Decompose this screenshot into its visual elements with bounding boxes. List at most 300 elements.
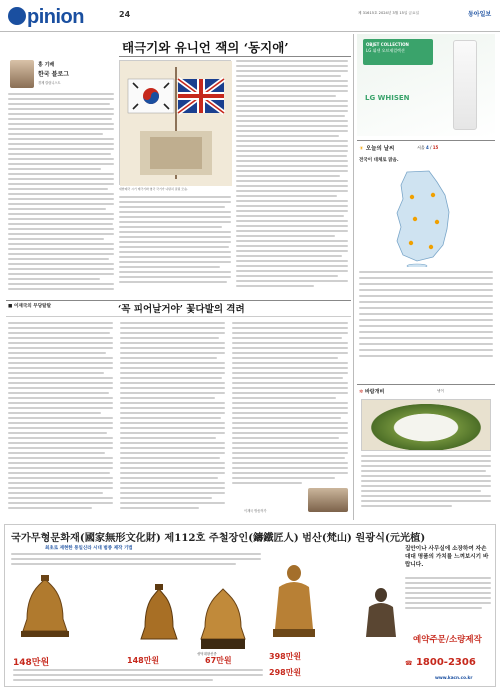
text-line: [405, 577, 491, 579]
text-line: [120, 427, 225, 429]
text-line: [236, 270, 348, 272]
text-line: [8, 422, 113, 424]
price-2: 148만원: [127, 656, 160, 665]
price-5: 298만원: [269, 668, 302, 677]
text-line: [236, 255, 342, 257]
body-col-3: [232, 322, 348, 512]
text-line: [8, 173, 114, 175]
text-line: [8, 497, 113, 499]
headline-rule: [119, 56, 351, 57]
photo-col-rule: [6, 316, 351, 317]
text-line: [120, 417, 221, 419]
text-line: [361, 465, 491, 467]
text-line: [236, 200, 348, 202]
text-line: [405, 602, 491, 604]
forecast-row: [359, 325, 493, 327]
text-line: [361, 495, 491, 497]
column-body-left: [8, 93, 114, 293]
text-line: [8, 412, 101, 414]
author-title: 경제 칼럼니스트: [38, 81, 61, 85]
forecast-row: [359, 343, 493, 345]
bell-product-1[interactable]: [15, 575, 75, 653]
text-line: [8, 447, 113, 449]
text-line: [8, 123, 114, 125]
text-line: [120, 342, 225, 344]
text-line: [13, 669, 263, 671]
food-subtitle: 냉이: [437, 389, 444, 393]
forecast-row: [359, 289, 493, 291]
text-line: [236, 275, 338, 277]
weather-title-text: 오늘의 날씨: [365, 146, 395, 152]
text-line: [120, 452, 225, 454]
section-brand: [8, 6, 84, 29]
text-line: [232, 432, 348, 434]
author-name: 홍 기배: [38, 62, 55, 68]
ad-brand: LG WHISEN: [365, 94, 410, 102]
text-line: [236, 240, 348, 242]
text-line: [236, 70, 348, 72]
text-line: [405, 597, 491, 599]
text-line: [232, 427, 348, 429]
ad-sub: LG 휘센 오브제컬렉션: [366, 48, 405, 53]
photo-col-headline: ‘꼭 피어날거야’ 꽃다발의 격려: [118, 304, 245, 315]
text-line: [119, 216, 231, 218]
text-line: [8, 183, 114, 185]
text-line: [8, 223, 113, 225]
text-line: [120, 352, 225, 354]
text-line: [232, 417, 341, 419]
text-line: [232, 322, 348, 324]
text-line: [232, 407, 348, 409]
right-head: 집안이나 사무실에 소장하여 자손대대 명품의 가치를 느껴보시기 바랍니다.: [405, 546, 489, 568]
text-line: [236, 285, 314, 287]
text-line: [236, 280, 348, 282]
text-line: [120, 492, 225, 494]
bell-product-2[interactable]: [135, 583, 183, 653]
text-line: [8, 228, 114, 230]
text-line: [8, 482, 113, 484]
text-line: [361, 500, 491, 502]
text-line: [232, 367, 348, 369]
text-line: [361, 480, 491, 482]
text-line: [120, 407, 225, 409]
text-line: [232, 462, 348, 464]
text-line: [232, 457, 345, 459]
text-line: [236, 110, 348, 112]
forecast-row: [359, 283, 493, 285]
text-line: [8, 332, 110, 334]
sun-icon: ☀: [359, 146, 364, 152]
text-line: [8, 198, 114, 200]
text-line: [8, 472, 110, 474]
text-line: [236, 260, 348, 262]
text-line: [120, 367, 225, 369]
text-line: [8, 193, 114, 195]
statue-icon: [361, 585, 401, 645]
text-line: [232, 347, 348, 349]
bell-icon: [135, 583, 183, 653]
text-line: [232, 447, 348, 449]
text-line: [8, 437, 113, 439]
korea-map: [367, 167, 485, 267]
phone-number[interactable]: [405, 657, 476, 668]
text-line: [8, 153, 111, 155]
bottom-ad-intro: [11, 553, 261, 571]
text-line: [361, 490, 481, 492]
text-line: [8, 93, 114, 95]
text-line: [8, 452, 105, 454]
text-line: [120, 332, 225, 334]
text-line: [232, 332, 348, 334]
photo-caption: 대한제국 시기 태극기와 영국 국기가 나란히 걸린 모습.: [119, 187, 188, 191]
text-line: [8, 342, 113, 344]
text-line: [236, 155, 347, 157]
author-photo: [10, 60, 34, 88]
weather-forecast-rows: [359, 271, 493, 377]
price-box-4: [269, 651, 301, 662]
text-line: [8, 203, 114, 205]
forecast-row: [359, 307, 493, 309]
text-line: [120, 357, 217, 359]
text-line: [11, 563, 236, 565]
text-line: [120, 362, 225, 364]
text-line: [361, 485, 491, 487]
camera-icon: ■: [8, 304, 13, 309]
text-line: [8, 208, 106, 210]
photo-col-header-text: 이재국의 무당탈탈: [13, 304, 52, 309]
text-line: [236, 170, 348, 172]
photo-col-body: [8, 322, 348, 514]
text-line: [119, 231, 231, 233]
text-line: [236, 220, 348, 222]
text-line: [236, 105, 348, 107]
price-box-1: [13, 655, 103, 668]
text-line: [119, 211, 231, 213]
price-box-5: [269, 667, 301, 678]
text-line: [232, 467, 348, 469]
text-line: [120, 337, 219, 339]
column-headline: 태극기와 유니언 잭의 ‘동지애’: [122, 40, 289, 55]
text-line: [232, 357, 338, 359]
text-line: [8, 278, 100, 280]
text-line: [232, 387, 348, 389]
text-line: [8, 372, 104, 374]
text-line: [120, 402, 225, 404]
text-line: [236, 250, 348, 252]
lg-ad[interactable]: [357, 34, 495, 136]
text-line: [232, 397, 336, 399]
text-line: [120, 497, 212, 499]
text-line: [405, 582, 491, 584]
food-box: [357, 384, 495, 520]
text-line: [120, 507, 199, 509]
text-line: [8, 213, 114, 215]
text-line: [8, 113, 114, 115]
text-line: [232, 422, 348, 424]
text-line: [236, 135, 339, 137]
phone-text: 1800-2306: [415, 657, 476, 668]
text-line: [8, 258, 109, 260]
text-line: [8, 188, 108, 190]
text-line: [8, 352, 106, 354]
text-line: [361, 505, 452, 507]
text-line: [8, 367, 113, 369]
text-line: [232, 362, 348, 364]
text-line: [119, 261, 231, 263]
text-line: [8, 263, 114, 265]
text-line: [120, 392, 225, 394]
text-line: [236, 95, 336, 97]
text-line: [120, 322, 225, 324]
text-line: [361, 475, 491, 477]
price-box-3: [205, 655, 265, 666]
text-line: [8, 148, 114, 150]
text-line: [120, 487, 225, 489]
text-line: [120, 397, 215, 399]
author-portrait: [308, 488, 348, 512]
forecast-row: [359, 337, 493, 339]
text-line: [8, 357, 113, 359]
text-line: [120, 347, 225, 349]
column-photo: [119, 60, 231, 185]
text-line: [236, 140, 348, 142]
text-line: [8, 462, 113, 464]
forecast-row: [359, 301, 493, 303]
ad-green-badge: [363, 39, 433, 65]
text-line: [8, 382, 113, 384]
text-line: [236, 160, 348, 162]
text-line: [8, 158, 114, 160]
bell-label: 성덕대왕신종: [197, 652, 217, 656]
text-line: [236, 210, 348, 212]
photo-col-byline: 이재국 방송작가: [244, 509, 267, 513]
text-line: [8, 133, 103, 135]
text-line: [236, 65, 348, 67]
text-line: [8, 268, 114, 270]
text-line: [8, 288, 114, 290]
text-line: [8, 477, 113, 479]
text-line: [119, 221, 231, 223]
text-line: [8, 103, 110, 105]
text-line: [236, 90, 348, 92]
text-line: [120, 457, 220, 459]
text-line: [236, 130, 348, 132]
body-col-1: [8, 322, 113, 512]
text-line: [232, 382, 348, 384]
text-line: [120, 477, 218, 479]
text-line: [232, 402, 348, 404]
text-line: [236, 100, 348, 102]
ad-title: OBJET COLLECTION: [366, 42, 409, 47]
text-line: [8, 402, 113, 404]
text-line: [8, 397, 113, 399]
text-line: [8, 238, 104, 240]
forecast-row: [359, 319, 493, 321]
text-line: [8, 347, 113, 349]
text-line: [232, 342, 348, 344]
text-line: [8, 233, 114, 235]
text-line: [13, 679, 213, 681]
text-line: [8, 492, 103, 494]
text-line: [8, 168, 101, 170]
forecast-row: [359, 349, 493, 351]
weather-box: [357, 140, 495, 380]
text-line: [236, 235, 335, 237]
text-line: [8, 487, 113, 489]
text-line: [8, 163, 114, 165]
text-line: [8, 128, 114, 130]
text-line: [120, 437, 216, 439]
pm-temp: 15: [432, 145, 439, 150]
text-line: [236, 195, 337, 197]
statue-image-2: [361, 585, 401, 645]
price-4: 398만원: [269, 652, 302, 661]
bottom-ad-subtitle: 최초로 재현한 통일신라 시대 범종 제작 기법: [45, 546, 133, 551]
text-line: [8, 387, 113, 389]
brand-text: pinion: [27, 6, 84, 28]
text-line: [119, 266, 220, 268]
text-line: [236, 180, 348, 182]
bell-product-3[interactable]: [193, 583, 253, 653]
text-line: [119, 251, 231, 253]
forecast-row: [359, 355, 493, 357]
column-body-middle: [119, 196, 231, 296]
text-line: [8, 178, 114, 180]
text-line: [232, 452, 348, 454]
forecast-row: [359, 271, 493, 273]
text-line: [13, 674, 263, 676]
forecast-row: [359, 331, 493, 333]
text-line: [8, 248, 114, 250]
price-box-2: [127, 655, 197, 666]
text-line: [232, 482, 302, 484]
text-line: [8, 98, 114, 100]
text-line: [8, 273, 114, 275]
text-line: [120, 447, 225, 449]
text-line: [361, 455, 491, 457]
text-line: [119, 206, 225, 208]
text-line: [405, 607, 482, 609]
text-line: [8, 362, 113, 364]
text-line: [8, 377, 113, 379]
statue-image: [269, 561, 319, 641]
text-line: [232, 352, 348, 354]
text-line: [236, 85, 348, 87]
pinwheel-icon: ✲: [359, 389, 364, 395]
text-line: [11, 558, 261, 560]
author-section: 한국 블로그: [38, 71, 70, 78]
text-line: [119, 281, 227, 283]
ad-small-print: [13, 669, 263, 683]
text-line: [232, 472, 348, 474]
food-header: [359, 388, 384, 395]
text-line: [11, 553, 261, 555]
text-line: [236, 265, 348, 267]
bottom-ad[interactable]: [4, 524, 496, 687]
text-line: [8, 143, 114, 145]
text-line: [120, 377, 222, 379]
text-line: [236, 120, 348, 122]
text-line: [8, 407, 113, 409]
text-line: [8, 108, 114, 110]
text-line: [120, 382, 225, 384]
phone-icon: ☎: [405, 660, 413, 667]
page-number: 24: [119, 10, 131, 19]
text-line: [120, 502, 225, 504]
text-line: [119, 276, 231, 278]
text-line: [8, 283, 114, 285]
text-line: [236, 165, 348, 167]
text-line: [232, 477, 335, 479]
column-body-right: [236, 60, 348, 296]
statue-icon: [269, 561, 319, 641]
text-line: [8, 392, 109, 394]
text-line: [236, 80, 348, 82]
text-line: [232, 442, 348, 444]
website-link[interactable]: www.kacn.co.kr: [435, 675, 473, 680]
text-line: [236, 125, 348, 127]
text-line: [8, 442, 113, 444]
text-line: [120, 462, 225, 464]
text-line: [236, 245, 348, 247]
text-line: [119, 246, 229, 248]
text-line: [120, 387, 225, 389]
text-line: [119, 236, 231, 238]
text-line: [120, 432, 225, 434]
issue-line: 제 31615호 2024년 3월 15일 금요일: [358, 11, 419, 15]
forecast-row: [359, 295, 493, 297]
text-line: [8, 243, 114, 245]
text-line: [119, 256, 231, 258]
food-text: [361, 455, 491, 515]
text-line: [232, 377, 343, 379]
bottom-ad-title: 국가무형문화재(國家無形文化財) 제112호 주철장인(鑄鐵匠人) 범산(梵山) 원광식(元光植): [11, 532, 426, 544]
forecast-row: [359, 313, 493, 315]
text-line: [236, 145, 348, 147]
food-photo: [361, 399, 491, 451]
text-line: [8, 417, 113, 419]
price-1: 148만원: [13, 658, 50, 668]
photo-col-header: [8, 303, 51, 309]
text-line: [8, 118, 112, 120]
brand-o-circle: [8, 7, 26, 25]
order-title[interactable]: 예약주문/소량제작: [413, 635, 482, 645]
weather-sub-title: 전국이 대체로 맑음.: [359, 158, 399, 163]
text-line: [119, 201, 231, 203]
text-line: [8, 467, 113, 469]
text-line: [236, 190, 348, 192]
text-line: [236, 185, 348, 187]
text-line: [232, 392, 348, 394]
text-line: [405, 587, 491, 589]
text-line: [8, 432, 107, 434]
am-temp: 4: [426, 145, 429, 150]
forecast-row: [359, 277, 493, 279]
text-line: [236, 115, 345, 117]
text-line: [120, 442, 225, 444]
text-line: [8, 457, 113, 459]
bell-icon: [193, 583, 253, 653]
text-line: [8, 337, 113, 339]
text-line: [236, 60, 348, 62]
text-line: [232, 372, 348, 374]
text-line: [232, 337, 342, 339]
text-line: [120, 472, 225, 474]
city-label: 서울: [417, 145, 425, 150]
text-line: [120, 422, 225, 424]
flags-illustration: [120, 61, 232, 186]
text-line: [361, 460, 491, 462]
